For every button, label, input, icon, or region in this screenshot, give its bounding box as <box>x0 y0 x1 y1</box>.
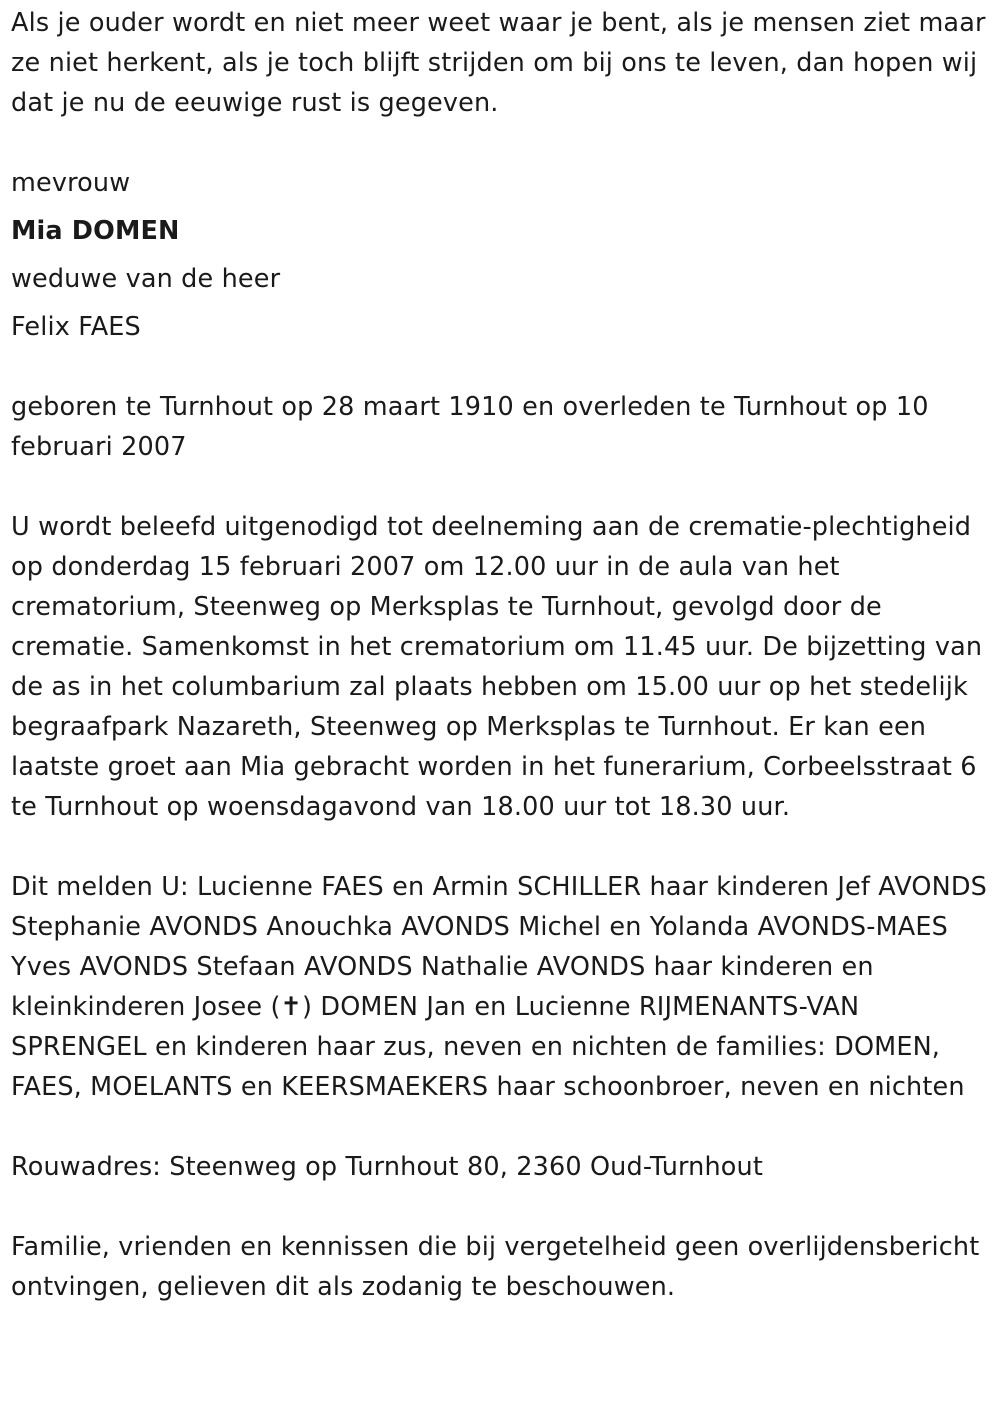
announcers-list: Dit melden U: Lucienne FAES en Armin SCHILLER haar kinderen Jef AVONDS Stephanie AVONDS Anouchka AVONDS Michel en Yolanda AVONDS-MAES Yves AVONDS Stefaan AVONDS Nathalie AVONDS haar kinderen en kleinkinderen Josee (✝) DOMEN Jan en Lucienne RIJMENANTS-VAN SPRENGEL en kinderen haar zus, neven en nichten de families: DOMEN, FAES, MOELANTS en KEERSMAEKERS haar schoonbroer, neven en nichten <box>11 872 987 1102</box>
ceremony-info: U wordt beleefd uitgenodigd tot deelneming aan de crematie-plechtigheid op donderdag 15 februari 2007 om 12.00 uur in de aula van het crematorium, Steenweg op Merksplas te Turnhout, gevolgd door de crematie. Samenkomst in het crematorium om 11.45 uur. De bijzetting van de as in het columbarium zal plaats hebben om 15.00 uur op het stedelijk begraafpark Nazareth, Steenweg op Merksplas te Turnhout. Er kan een laatste groet aan Mia gebracht worden in het funerarium, Corbeelsstraat 6 te Turnhout op woensdagavond van 18.00 uur tot 18.30 uur. <box>11 512 983 822</box>
intro-poem: Als je ouder wordt en niet meer weet waar je bent, als je mensen ziet maar ze niet herkent, als je toch blijft strijden om bij ons te leven, dan hopen wij dat je nu de eeuwige rust is gegeven. <box>11 8 986 118</box>
birth-death-info: geboren te Turnhout op 28 maart 1910 en overleden te Turnhout op 10 februari 2007 <box>11 392 929 462</box>
mourning-address: Rouwadres: Steenweg op Turnhout 80, 2360 Oud-Turnhout <box>11 1152 764 1182</box>
deceased-title: mevrouw <box>11 168 131 198</box>
deceased-name: Mia DOMEN <box>11 216 180 246</box>
spouse-name: Felix FAES <box>11 312 141 342</box>
deceased-block <box>11 159 996 351</box>
obituary-document <box>11 3 996 1307</box>
deceased-relation: weduwe van de heer <box>11 264 281 294</box>
closing-note: Familie, vrienden en kennissen die bij vergetelheid geen overlijdensbericht ontvingen, gelieven dit als zodanig te beschouwen. <box>11 1232 980 1302</box>
